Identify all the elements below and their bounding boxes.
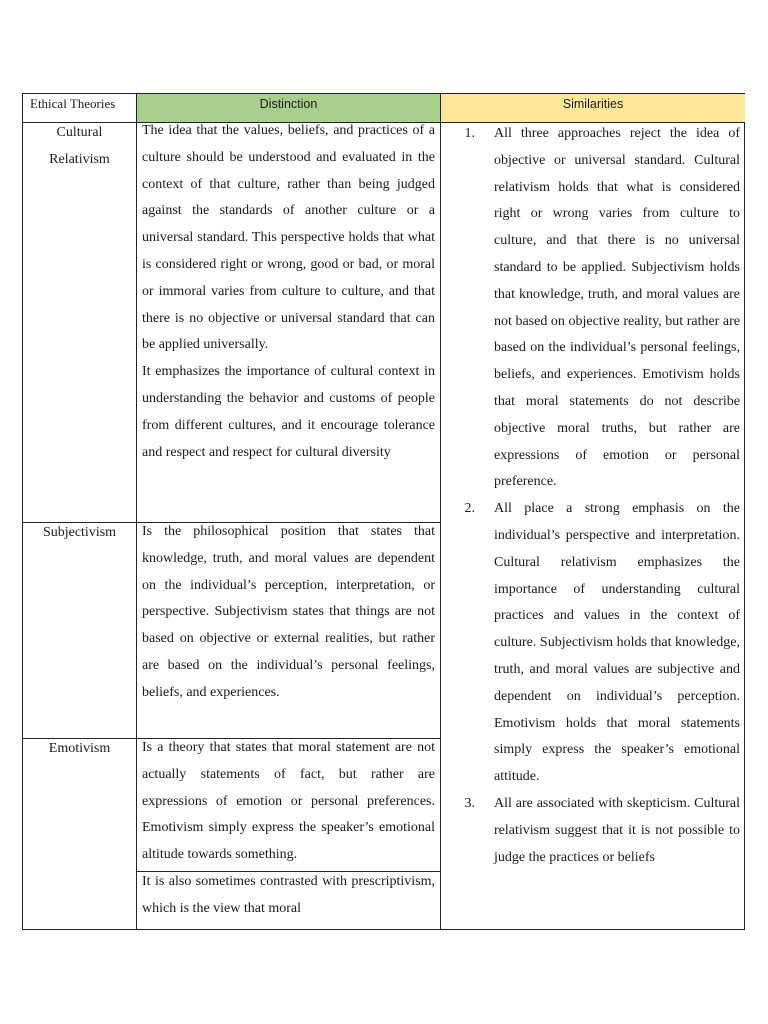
distinction-emotivism — [142, 735, 435, 871]
header-similarities: Similarities — [441, 94, 745, 122]
similarity-item — [453, 121, 740, 496]
similarity-text: All are associated with skepticism. Cultural relativism suggest that it is not possible to judge the practices or beliefs — [494, 795, 740, 865]
similarities-list — [453, 121, 740, 871]
similarity-text: All place a strong emphasis on the individual’s perspective and interpretation. Cultural relativism emphasizes the importance of understanding cultural practices and values in the context of culture. Subjectivism holds that knowledge, truth, and moral values are subjective and dependent on individual’s perception. Emotivism holds that moral statements simply express the speaker’s emotional attitude. — [494, 501, 740, 785]
similarity-number: 1. — [464, 126, 475, 141]
column-divider — [440, 94, 441, 929]
similarity-number: 2. — [464, 501, 475, 517]
theory-label-line: Relativism — [49, 152, 110, 167]
header-ethical-theories: Ethical Theories — [30, 96, 116, 111]
theory-label-line: Cultural — [56, 125, 103, 140]
similarities-cell — [453, 121, 740, 929]
theory-emotivism: Emotivism — [48, 741, 111, 756]
distinction-paragraph: The idea that the values, beliefs, and practices of a culture should be understood and evaluated in the context of that culture, rather than being judged against the standards of another culture or a universal standard. This perspective holds that what is considered right or wrong, good or bad, or moral or immoral varies from culture to culture, and that there is no objective or universal standard that can be applied universally. — [142, 123, 435, 353]
similarity-item — [453, 496, 740, 791]
similarity-number: 3. — [464, 795, 475, 811]
header-distinction: Distinction — [137, 94, 440, 122]
theory-cultural-relativism — [23, 119, 136, 173]
column-divider — [136, 94, 137, 929]
theory-subjectivism: Subjectivism — [42, 525, 117, 540]
distinction-paragraph: Is a theory that states that moral statement are not actually statements of fact, but rather are expressions of emotion or personal preferences. Emotivism simply express the speaker’s emotional altitude towards something. — [142, 740, 435, 863]
distinction-paragraph: It emphasizes the importance of cultural context in understanding the behavior and customs of people from different cultures, and it encourage tolerance and respect and respect for cultural diversity — [142, 364, 435, 460]
distinction-paragraph: Is the philosophical position that states that knowledge, truth, and moral values are dependent on the individual’s perception, interpretation, or perspective. Subjectivism states that things are not based on objective or external realities, but rather are based on the individual’s personal feelings, beliefs, and experiences. — [142, 524, 435, 700]
distinction-subjectivism — [142, 519, 435, 737]
distinction-cultural-relativism — [142, 118, 435, 521]
distinction-emotivism-continued — [142, 869, 435, 929]
similarity-item — [453, 791, 740, 871]
ethical-theories-table — [22, 93, 745, 930]
similarity-text: All three approaches reject the idea of objective or universal standard. Cultural relativism holds that what is considered right or wrong varies from culture to culture, and that there is no universal standard to be applied. Subjectivism holds that knowledge, truth, and moral values are not based on objective reality, but rather are based on the individual’s personal feelings, beliefs, and experiences. Emotivism holds that moral statements do not describe objective moral truths, but rather are expressions of emotion or personal preference. — [494, 126, 740, 490]
distinction-paragraph: It is also sometimes contrasted with prescriptivism, which is the view that moral — [142, 874, 435, 916]
